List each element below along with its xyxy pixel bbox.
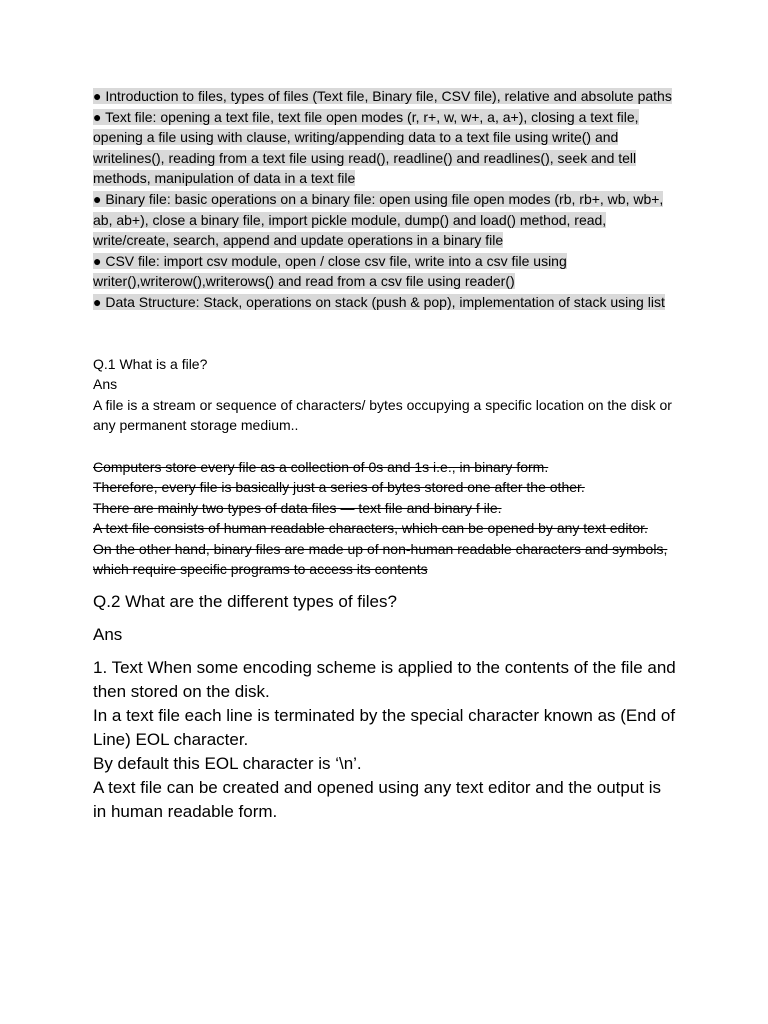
struck-line: Therefore, every file is basically just a series of bytes stored one after the other.	[93, 479, 585, 496]
struck-line: A text file consists of human readable characters, which can be opened by any text editor.	[93, 520, 648, 537]
question-1-ans-label: Ans	[93, 376, 118, 393]
syllabus-item-binary-file: ● Binary file: basic operations on a binary file: open using file open modes (rb, rb+, wb, wb+, ab, ab+), close a binary file, import pickle module, dump() and load() method, read, write/create, search, append and update operations in a binary file	[93, 190, 664, 249]
question-2-answer-line: In a text file each line is terminated by the special character known as (End of Line) EOL character.	[93, 706, 676, 750]
question-2-answer-line: 1. Text When some encoding scheme is applied to the contents of the file and then stored on the disk.	[93, 658, 676, 702]
spacer	[93, 313, 678, 354]
syllabus-item-data-structure: ● Data Structure: Stack, operations on stack (push & pop), implementation of stack using list	[93, 293, 665, 310]
spacer	[93, 436, 678, 457]
syllabus-item-intro: ● Introduction to files, types of files (Text file, Binary file, CSV file), relative and absolute paths	[93, 88, 672, 104]
document-page	[93, 86, 678, 824]
struck-line: Computers store every file as a collection of 0s and 1s i.e., in binary form.	[93, 458, 549, 475]
struck-line: On the other hand, binary files are made up of non-human readable characters and symbols, which require specific programs to access its contents	[93, 540, 668, 578]
struck-line: There are mainly two types of data files — text file and binary f ile.	[93, 499, 502, 516]
syllabus-section	[93, 86, 678, 313]
question-2-text: Q.2 What are the different types of files?	[93, 592, 397, 612]
syllabus-item-text-file: ● Text file: opening a text file, text file open modes (r, r+, w, w+, a, a+), closing a text file, opening a file using with clause, writing/appending data to a text file using write() and writelines(), reading from a text file using read(), readline() and readlines(), seek and tell methods, manipulation of data in a text file	[93, 108, 639, 187]
syllabus-item-csv-file: ● CSV file: import csv module, open / close csv file, write into a csv file using writer(),writerow(),writerows() and read from a csv file using reader()	[93, 252, 567, 290]
question-2-answer-line: By default this EOL character is ‘\n’.	[93, 754, 362, 774]
question-1	[93, 354, 678, 436]
question-1-answer: A file is a stream or sequence of characters/ bytes occupying a specific location on the disk or any permanent storage medium..	[93, 396, 672, 434]
question-1-text: Q.1 What is a file?	[93, 355, 208, 372]
struck-through-notes	[93, 457, 678, 581]
question-2-ans-label: Ans	[93, 625, 123, 645]
question-2-answer-line: A text file can be created and opened using any text editor and the output is in human readable form.	[93, 778, 662, 822]
question-2	[93, 590, 678, 824]
